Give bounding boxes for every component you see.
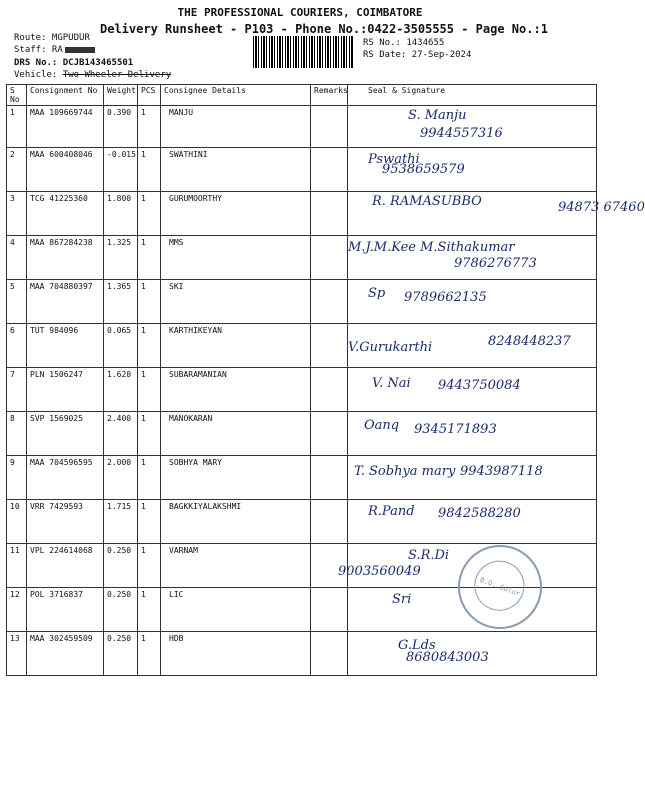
cell-consignee: HDB	[161, 632, 311, 676]
rs-number: RS No.: 1434655	[363, 38, 445, 48]
signature-text: Pswathi	[368, 152, 420, 167]
cell-signature	[348, 412, 597, 456]
cell-pcs: 1	[138, 324, 161, 368]
cell-consignment: SVP 1569025	[27, 412, 104, 456]
signature-phone: 9842588280	[438, 506, 521, 521]
cell-weight: -0.015	[104, 148, 138, 192]
cell-remarks	[311, 280, 348, 324]
cell-signature	[348, 106, 597, 148]
cell-sno: 9	[7, 456, 27, 500]
cell-signature	[348, 632, 597, 676]
barcode-icon	[253, 36, 353, 68]
signature-text: Sri	[392, 592, 412, 607]
cell-consignee: MANOKARAN	[161, 412, 311, 456]
cell-sno: 3	[7, 192, 27, 236]
cell-pcs: 1	[138, 192, 161, 236]
cell-sno: 6	[7, 324, 27, 368]
cell-signature	[348, 368, 597, 412]
cell-consignment: TUT 984096	[27, 324, 104, 368]
signature-text: Sp	[368, 286, 386, 301]
cell-consignment: POL 3716837	[27, 588, 104, 632]
signature-text: R.Pand	[368, 504, 415, 519]
table-row	[7, 236, 597, 280]
cell-weight: 1.620	[104, 368, 138, 412]
runsheet-title: Delivery Runsheet - P103 - Phone No.:0422-3505555 - Page No.:1	[100, 22, 548, 36]
signature-text: M.J.M.Kee M.Sithakumar	[348, 240, 515, 255]
signature-text: T. Sobhya mary	[354, 464, 456, 479]
cell-pcs: 1	[138, 500, 161, 544]
cell-remarks	[311, 456, 348, 500]
cell-pcs: 1	[138, 412, 161, 456]
cell-consignee: LIC	[161, 588, 311, 632]
cell-consignment: VPL 224614068	[27, 544, 104, 588]
cell-sno: 2	[7, 148, 27, 192]
cell-consignee: MANJU	[161, 106, 311, 148]
signature-phone: 9003560049	[338, 564, 421, 579]
signature-text: V.Gurukarthi	[348, 340, 433, 355]
cell-remarks	[311, 236, 348, 280]
cell-consignment: MAA 600408046	[27, 148, 104, 192]
cell-consignee: BAGKKIYALAKSHMI	[161, 500, 311, 544]
table-row	[7, 500, 597, 544]
cell-consignment: TCG 41225360	[27, 192, 104, 236]
col-weight: Weight	[104, 85, 138, 106]
cell-sno: 4	[7, 236, 27, 280]
signature-phone: 9944557316	[420, 126, 503, 141]
cell-remarks	[311, 192, 348, 236]
cell-pcs: 1	[138, 632, 161, 676]
cell-consignee: SUBARAMANIAN	[161, 368, 311, 412]
vehicle-label: Vehicle: Two Wheeler Delivery	[14, 70, 172, 80]
table-header-row	[7, 85, 597, 106]
cell-consignment: MAA 302459509	[27, 632, 104, 676]
signature-phone: 9943987118	[460, 464, 543, 479]
cell-weight: 0.250	[104, 632, 138, 676]
col-pcs: PCS	[138, 85, 161, 106]
table-row	[7, 412, 597, 456]
signature-phone: 9538659579	[382, 162, 465, 177]
cell-consignee: GURUMOORTHY	[161, 192, 311, 236]
route-label: Route: MGPUDUR	[14, 33, 90, 43]
cell-signature	[348, 148, 597, 192]
cell-consignee: MMS	[161, 236, 311, 280]
cell-sno: 10	[7, 500, 27, 544]
office-stamp: B.O. Sulur	[446, 533, 554, 641]
cell-signature	[348, 456, 597, 500]
cell-remarks	[311, 588, 348, 632]
signature-phone: 8248448237	[488, 334, 571, 349]
cell-sno: 13	[7, 632, 27, 676]
cell-consignee: SOBHYA MARY	[161, 456, 311, 500]
cell-signature	[348, 280, 597, 324]
cell-consignee: VARNAM	[161, 544, 311, 588]
table-row	[7, 192, 597, 236]
staff-label: Staff: RA	[14, 45, 95, 55]
cell-weight: 0.250	[104, 544, 138, 588]
signature-phone: 94873 67460	[558, 200, 645, 215]
col-seal: Seal & Signature	[348, 85, 597, 106]
cell-sno: 11	[7, 544, 27, 588]
signature-text: Oanq	[364, 418, 400, 433]
cell-weight: 0.390	[104, 106, 138, 148]
cell-pcs: 1	[138, 588, 161, 632]
cell-weight: 2.400	[104, 412, 138, 456]
table-row	[7, 456, 597, 500]
table-row	[7, 368, 597, 412]
cell-consignee: KARTHIKEYAN	[161, 324, 311, 368]
col-consignment: Consignment No	[27, 85, 104, 106]
cell-remarks	[311, 632, 348, 676]
signature-phone: 9443750084	[438, 378, 521, 393]
cell-consignee: SWATHINI	[161, 148, 311, 192]
cell-pcs: 1	[138, 106, 161, 148]
cell-remarks	[311, 368, 348, 412]
cell-sno: 7	[7, 368, 27, 412]
col-consignee: Consignee Details	[161, 85, 311, 106]
signature-phone: 9786276773	[454, 256, 537, 271]
signature-text: R. RAMASUBBO	[372, 194, 482, 209]
signature-phone: 9789662135	[404, 290, 487, 305]
cell-consignment: MAA 867284238	[27, 236, 104, 280]
cell-remarks	[311, 148, 348, 192]
drs-number: DRS No.: DCJB143465501	[14, 58, 134, 68]
cell-sno: 12	[7, 588, 27, 632]
table-row	[7, 280, 597, 324]
table-row	[7, 324, 597, 368]
signature-text: V. Nai	[372, 376, 411, 391]
signature-text: G.Lds	[398, 638, 436, 653]
rs-date: RS Date: 27-Sep-2024	[363, 50, 472, 60]
cell-weight: 0.250	[104, 588, 138, 632]
cell-signature	[348, 324, 597, 368]
signature-text: S.R.Di	[408, 548, 450, 563]
cell-pcs: 1	[138, 236, 161, 280]
cell-sno: 1	[7, 106, 27, 148]
cell-remarks	[311, 500, 348, 544]
cell-consignment: MAA 109669744	[27, 106, 104, 148]
cell-pcs: 1	[138, 544, 161, 588]
cell-pcs: 1	[138, 368, 161, 412]
signature-text: S. Manju	[408, 108, 467, 123]
cell-sno: 8	[7, 412, 27, 456]
vehicle-type: Two Wheeler Delivery	[62, 70, 172, 80]
cell-remarks	[311, 412, 348, 456]
cell-sno: 5	[7, 280, 27, 324]
table-row	[7, 632, 597, 676]
cell-consignment: MAA 704596595	[27, 456, 104, 500]
signature-phone: 9345171893	[414, 422, 497, 437]
cell-weight: 0.065	[104, 324, 138, 368]
table-row	[7, 148, 597, 192]
cell-pcs: 1	[138, 456, 161, 500]
cell-consignment: MAA 704880397	[27, 280, 104, 324]
cell-consignment: PLN 1506247	[27, 368, 104, 412]
cell-pcs: 1	[138, 148, 161, 192]
redacted-box	[65, 47, 95, 53]
cell-signature	[348, 500, 597, 544]
signature-phone: 8680843003	[406, 650, 489, 665]
cell-signature	[348, 236, 597, 280]
cell-remarks	[311, 324, 348, 368]
cell-pcs: 1	[138, 280, 161, 324]
cell-consignment: VRR 7429593	[27, 500, 104, 544]
cell-weight: 1.800	[104, 192, 138, 236]
cell-consignee: SKI	[161, 280, 311, 324]
cell-weight: 1.715	[104, 500, 138, 544]
cell-weight: 2.000	[104, 456, 138, 500]
col-sno: S No	[7, 85, 27, 106]
col-remarks: Remarks	[311, 85, 348, 106]
cell-signature	[348, 192, 645, 236]
table-row	[7, 106, 597, 148]
cell-weight: 1.365	[104, 280, 138, 324]
company-title: THE PROFESSIONAL COURIERS, COIMBATORE	[177, 6, 423, 19]
cell-remarks	[311, 106, 348, 148]
cell-weight: 1.325	[104, 236, 138, 280]
